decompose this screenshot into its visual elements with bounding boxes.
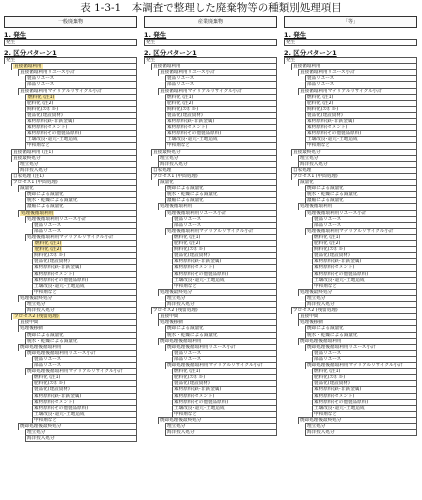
tree-row-label: 製品化(建設資材) xyxy=(167,112,203,118)
tree-row-label: 埋立処分 xyxy=(167,424,186,429)
tree-row-label: 飼料化(ｺﾝﾎﾟｽﾄ) xyxy=(314,247,346,253)
tree-row-label: 処理後最終処分 xyxy=(160,289,193,295)
tree-row-label: 直接循環利用リユース小計 xyxy=(20,70,75,76)
tree-row-label: プロセス1 (中間処理) xyxy=(13,180,58,185)
tree-row-label: 発生 xyxy=(146,58,156,63)
tree-row-label: 処理後循環利用リユース小計 xyxy=(307,210,367,216)
process-tree xyxy=(284,57,417,437)
tree-row xyxy=(305,429,417,436)
column-header: 産業廃棄物 xyxy=(144,16,277,28)
tree-row-label: 焼却処理後循環利用リユース小計 xyxy=(27,350,96,356)
tree-row-label: 処理後循環利用 xyxy=(21,210,54,216)
tree-row-label: 処理後移動 xyxy=(20,326,43,332)
process-tree xyxy=(4,57,137,443)
process-tree xyxy=(144,57,277,437)
tree-row-label: 肥料化(ｺﾝﾎﾟｽﾄ) xyxy=(314,375,346,381)
tree-row-label: 発生 xyxy=(6,58,16,63)
page-title: 表 1-3-1 本調査で整理した廃棄物等の種類別処理項目 xyxy=(80,2,342,14)
tree-row-label: 焼却による減量化 xyxy=(167,326,204,332)
section-2-title: 2. 区分パターン1 xyxy=(4,49,57,57)
tree-row-label: プロセス2 (残留処理) xyxy=(153,308,198,314)
column-header: 一般廃棄物 xyxy=(4,16,137,28)
tree-row-label: 素材原料(セメント) xyxy=(27,125,68,131)
tree-row-label: 素材原料(鉄･非鉄金属) xyxy=(34,393,82,399)
tree-row-label: 埋立処分 xyxy=(27,430,46,436)
tree-row-label: 海洋投入処分 xyxy=(167,430,195,436)
tree-row-label: 直接最終処分 xyxy=(13,155,41,161)
tree-row-label: 焼却による減量化 xyxy=(27,332,64,338)
tree-row-label: 土壌改良･還元･土地造成 xyxy=(34,283,85,289)
tree-row-label: 処理後移動 xyxy=(300,320,323,326)
tree-row-label: 部品リユース xyxy=(314,356,342,362)
tree-row-label: 素材原料(セメント) xyxy=(314,265,355,271)
tree-row-label: 部品リユース xyxy=(174,222,202,228)
tree-row-label: 土壌改良･還元･土地造成 xyxy=(314,277,365,283)
tree-row-label: 処理後循環利用マテリアルリサイクル小計 xyxy=(307,228,394,234)
tree-row-label: 直接循環利用マテリアルリサイクル小計 xyxy=(20,88,102,94)
section-1-bar: 発生 xyxy=(144,39,277,46)
tree-row-label: 素材原料(鉄･非鉄金属) xyxy=(34,265,82,271)
tree-row-label: 焼却処理後最終処分 xyxy=(160,417,202,423)
tree-row-label: 素材原料(その他製品原料) xyxy=(307,131,362,137)
tree-row-label: 素材原料(セメント) xyxy=(307,125,348,131)
tree-row-label: 部品リユース xyxy=(174,356,202,362)
tree-row xyxy=(165,429,277,436)
tree-row-label: 素材原料(セメント) xyxy=(174,393,215,399)
tree-row-label: 肥料化 (注2) xyxy=(307,100,334,106)
column-header: 「等」 xyxy=(284,16,417,28)
tree-row-label: 減量化 xyxy=(160,180,174,185)
tree-row-label: 脱水・乾燥による減量化 xyxy=(27,198,78,204)
tree-row-label: 素材原料(その他製品原料) xyxy=(34,277,89,283)
tree-row-label: 土壌改良･還元･土地造成 xyxy=(307,137,358,143)
tree-row-label: 直接中間 xyxy=(160,314,179,320)
tree-row-label: 素材原料(鉄･非鉄金属) xyxy=(27,119,75,124)
tree-row-label: 製品化(建設資材) xyxy=(174,381,210,387)
tree-row-label: 直接循環利用リユース小計 xyxy=(300,70,355,76)
tree-row-label: 部品リユース xyxy=(167,82,195,88)
tree-row-label: 減量化 xyxy=(20,186,34,192)
tree-row-label: 直接循環利用 xyxy=(153,64,181,70)
section-1-bar: 発生 xyxy=(4,39,137,46)
tree-row-label: 土壌改良･還元･土地造成 xyxy=(167,137,218,143)
tree-row-label: 処理後最終処分 xyxy=(300,289,333,295)
tree-row-label: 肥料化(ｺﾝﾎﾟｽﾄ) xyxy=(34,381,66,387)
tree-row-label: 脱水・乾燥による減量化 xyxy=(307,192,358,198)
tree-row-label: 直接循環利用 xyxy=(14,64,42,70)
tree-row-label: 処理後最終処分 xyxy=(20,295,53,301)
tree-row-label: 直接中間 xyxy=(20,320,39,326)
section-1-bar: 発生 xyxy=(284,39,417,46)
tree-row-label: 焼却による減量化 xyxy=(307,186,344,192)
tree-row-label: 製品化(建設資材) xyxy=(314,253,350,259)
tree-row-label: 素材原料(セメント) xyxy=(34,399,75,405)
tree-row-label: 素材原料(セメント) xyxy=(167,125,208,131)
tree-row-label: 素材原料(鉄･非鉄金属) xyxy=(314,387,362,393)
tree-row-label: 発生 xyxy=(286,58,296,63)
tree-row-label: 燃料化 (注1) xyxy=(314,234,341,240)
tree-row-label: 飼料化(ｺﾝﾎﾟｽﾄ) xyxy=(167,106,199,112)
tree-row-label: 中和剤など xyxy=(27,143,50,149)
tree-row-label: 素材原料(その他製品原料) xyxy=(314,399,369,405)
tree-row-label: 処理後循環利用 xyxy=(300,204,333,210)
tree-row-label: 減量化 xyxy=(300,180,314,185)
tree-row-label: 処理後循環利用リユース小計 xyxy=(27,216,87,222)
column-general-waste xyxy=(4,16,137,498)
tree-row-label: 海洋投入処分 xyxy=(307,430,335,436)
tree-row-label: 海洋投入処分 xyxy=(20,167,48,173)
column-industrial-waste xyxy=(144,16,277,498)
tree-row-label: 海洋投入処分 xyxy=(300,161,328,167)
tree-row-label: 直接循環利用マテリアルリサイクル小計 xyxy=(300,88,382,94)
tree-row-label: 製品リユース xyxy=(307,76,335,82)
tree-row-label: 素材原料(その他製品原料) xyxy=(167,131,222,137)
tree-row-label: 肥料化(ｺﾝﾎﾟｽﾄ) xyxy=(174,375,206,381)
tree-row-label: 製品化(建設資材) xyxy=(307,112,343,118)
tree-row-label: 濃縮による減量化 xyxy=(167,198,204,204)
tree-row-label: 製品化(建設資材) xyxy=(34,387,70,393)
tree-row-label: 自家処理 xyxy=(153,167,172,173)
tree-row-label: 製品リユース xyxy=(174,350,202,356)
tree-row-label: 素材原料(セメント) xyxy=(34,271,75,277)
tree-row-label: 直接最終処分 xyxy=(153,149,181,155)
tree-row-label: 製品化(建設資材) xyxy=(314,381,350,387)
tree-row-label: 素材原料(鉄･非鉄金属) xyxy=(174,387,222,393)
tree-row-label: 焼却による減量化 xyxy=(307,326,344,332)
tree-row-label: 中和剤など xyxy=(307,143,330,149)
tree-row-label: プロセス2 (残留処理) xyxy=(14,314,59,320)
tree-row-label: 土壌改良･還元･土地造成 xyxy=(174,405,225,411)
tree-row-label: 燃料化 (注1) xyxy=(174,234,201,240)
tree-row-label: 素材原料(鉄･非鉄金属) xyxy=(314,259,362,265)
tree-row-label: 処理後循環利用マテリアルリサイクル小計 xyxy=(167,228,254,234)
tree-row-label: 海洋投入処分 xyxy=(27,308,55,314)
tree-row-label: 埋立処分 xyxy=(307,295,326,301)
tree-row-label: 燃料化 (注1) xyxy=(28,94,55,100)
tree-row-label: 脱水・乾燥による減量化 xyxy=(307,332,358,338)
tree-row-label: 肥料化 (注2) xyxy=(35,247,62,253)
tree-row-label: 中和剤など xyxy=(314,411,337,417)
tree-row-label: 肥料化 (注2) xyxy=(27,100,54,106)
tree-row-label: 燃料化 (注1) xyxy=(314,369,341,375)
tree-row-label: 焼却処理後循環利用マテリアルリサイクル小計 xyxy=(167,363,263,368)
tree-row-label: 焼却処理後循環利用 xyxy=(20,344,62,350)
tree-row-label: 焼却処理後循環利用リユース小計 xyxy=(307,344,376,350)
tree-row-label: 処理後移動 xyxy=(160,320,183,326)
tree-row-label: 素材原料(その他製品原料) xyxy=(27,131,82,137)
tree-row-label: 埋立処分 xyxy=(300,155,319,161)
tree-row-label: 直接循環利用 (注1) xyxy=(13,149,54,155)
tree-row-label: 素材原料(鉄･非鉄金属) xyxy=(307,119,355,124)
tree-row-label: 焼却処理後循環利用マテリアルリサイクル小計 xyxy=(27,369,123,375)
tree-row-label: 埋立処分 xyxy=(307,424,326,429)
tree-row-label: 飼料化(ｺﾝﾎﾟｽﾄ) xyxy=(174,247,206,253)
tree-row-label: 処理後循環利用リユース小計 xyxy=(167,210,227,216)
section-2-title: 2. 区分パターン1 xyxy=(144,49,197,57)
tree-row-label: 飼料化(ｺﾝﾎﾟｽﾄ) xyxy=(307,106,339,112)
tree-row-label: 自家処理 (注1) xyxy=(13,173,44,179)
section-1-title: 1. 発生 xyxy=(144,31,167,39)
tree-row-label: 海洋投入処分 xyxy=(307,302,335,307)
tree-row-label: 製品リユース xyxy=(34,222,62,228)
tree-row-label: 部品リユース xyxy=(314,222,342,228)
tree-row-label: 濃縮による減量化 xyxy=(307,198,344,204)
tree-row-label: 製品化(建設資材) xyxy=(34,259,70,265)
tree-row-label: 直接循環利用 xyxy=(293,64,321,70)
tree-row-label: 燃料化 (注1) xyxy=(307,94,334,100)
tree-row-label: 製品リユース xyxy=(314,216,342,222)
tree-row-label: 素材原料(セメント) xyxy=(174,265,215,271)
section-1-title: 1. 発生 xyxy=(4,31,27,39)
tree-row-label: 直接中間 xyxy=(300,314,319,320)
tree-row-label: 焼却による減量化 xyxy=(27,192,64,198)
section-1-title: 1. 発生 xyxy=(284,31,307,39)
tree-row-label: 肥料化 (注2) xyxy=(174,241,201,246)
tree-row-label: 素材原料(その他製品原料) xyxy=(34,405,89,411)
tree-row-label: 海洋投入処分 xyxy=(160,161,188,167)
tree-row-label: 製品リユース xyxy=(27,76,55,82)
tree-row-label: プロセス1 (中間処理) xyxy=(153,173,198,179)
tree-row-label: 燃料化 (注1) xyxy=(174,369,201,375)
tree-row-label: 部品リユース xyxy=(34,363,62,368)
tree-row-label: 海洋投入処分 xyxy=(27,436,55,442)
tree-row-label: 土壌改良･還元･土地造成 xyxy=(27,137,78,143)
tree-row-label: 燃料化 (注1) xyxy=(34,375,61,381)
tree-row-label: プロセス2 (残留処理) xyxy=(293,308,338,314)
tree-row-label: 脱水・乾燥による減量化 xyxy=(167,332,218,338)
tree-row-label: 素材原料(鉄･非鉄金属) xyxy=(167,119,215,124)
tree-row-label: プロセス1 (中間処理) xyxy=(293,173,338,179)
tree-row-label: 自家処理 xyxy=(293,167,312,173)
tree-row-label: 焼却処理後最終処分 xyxy=(20,424,62,429)
tree-row-label: 製品化(建設資材) xyxy=(27,112,63,118)
tree-row-label: 中和剤など xyxy=(174,283,197,289)
tree-row-label: 燃料化 (注1) xyxy=(35,241,62,246)
tree-row-label: 処理後循環利用 xyxy=(160,204,193,210)
tree-row-label: 焼却処理後循環利用マテリアルリサイクル小計 xyxy=(307,363,403,368)
tree-row-label: 脱水・乾燥による減量化 xyxy=(167,192,218,198)
tree-row-label: 素材原料(その他製品原料) xyxy=(174,399,229,405)
tree-row-label: 素材原料(セメント) xyxy=(314,393,355,399)
tree-row-label: 中和剤など xyxy=(314,283,337,289)
tree-row-label: 製品リユース xyxy=(174,216,202,222)
tree-row-label: 中和剤など xyxy=(174,411,197,417)
tree-row-label: 製品リユース xyxy=(167,76,195,82)
tree-row-label: 埋立処分 xyxy=(20,161,39,167)
tree-row-label: 海洋投入処分 xyxy=(167,302,195,307)
tree-row-label: 濃縮による減量化 xyxy=(27,204,64,210)
tree-row-label: 焼却処理後循環利用 xyxy=(160,338,202,344)
tree-row-label: 土壌改良･還元･土地造成 xyxy=(34,411,85,417)
tree-row-label: 土壌改良･還元･土地造成 xyxy=(174,277,225,283)
tree-row-label: 部品リユース xyxy=(307,82,335,88)
section-2-title: 2. 区分パターン1 xyxy=(284,49,337,57)
tree-row-label: 焼却による減量化 xyxy=(167,186,204,192)
tree-row-label: 焼却処理後循環利用リユース小計 xyxy=(167,344,236,350)
tree-row-label: 部品リユース xyxy=(34,228,62,234)
column-others xyxy=(284,16,417,498)
tree-row-label: 処理後循環利用マテリアルリサイクル小計 xyxy=(27,234,114,240)
tree-row-label: 埋立処分 xyxy=(27,302,46,307)
tree-row-label: 直接循環利用マテリアルリサイクル小計 xyxy=(160,88,242,94)
tree-row-label: 土壌改良･還元･土地造成 xyxy=(314,405,365,411)
tree-row-label: 埋立処分 xyxy=(167,295,186,301)
tree-row-label: 素材原料(その他製品原料) xyxy=(174,271,229,277)
tree-row-label: 部品リユース xyxy=(27,82,55,88)
tree-row-label: 肥料化 (注2) xyxy=(167,100,194,106)
tree-row-label: 焼却処理後循環利用 xyxy=(300,338,342,344)
tree-row-label: 埋立処分 xyxy=(160,155,179,161)
tree-row-label: 素材原料(その他製品原料) xyxy=(314,271,369,277)
tree-row-label: 肥料化 (注2) xyxy=(314,241,341,246)
tree-row-label: 製品化(建設資材) xyxy=(174,253,210,259)
tree-row xyxy=(25,435,137,442)
tree-row-label: 中和剤など xyxy=(34,417,57,423)
tree-row-label: 飼料化(ｺﾝﾎﾟｽﾄ) xyxy=(34,253,66,259)
tree-row-label: 直接循環利用リユース小計 xyxy=(160,70,215,76)
tree-row-label: 製品リユース xyxy=(314,350,342,356)
tree-row-label: 素材原料(鉄･非鉄金属) xyxy=(174,259,222,265)
tree-row-label: 中和剤など xyxy=(167,143,190,149)
tree-row-label: 燃料化 (注1) xyxy=(167,94,194,100)
tree-row-label: 脱水・乾燥による減量化 xyxy=(27,338,78,344)
tree-row-label: 製品リユース xyxy=(34,356,62,362)
tree-row-label: 直接最終処分 xyxy=(293,149,321,155)
tree-row-label: 焼却処理後最終処分 xyxy=(300,417,342,423)
tree-row-label: 飼料化(ｺﾝﾎﾟｽﾄ) xyxy=(27,106,59,112)
tree-row-label: 中和剤など xyxy=(34,289,57,295)
